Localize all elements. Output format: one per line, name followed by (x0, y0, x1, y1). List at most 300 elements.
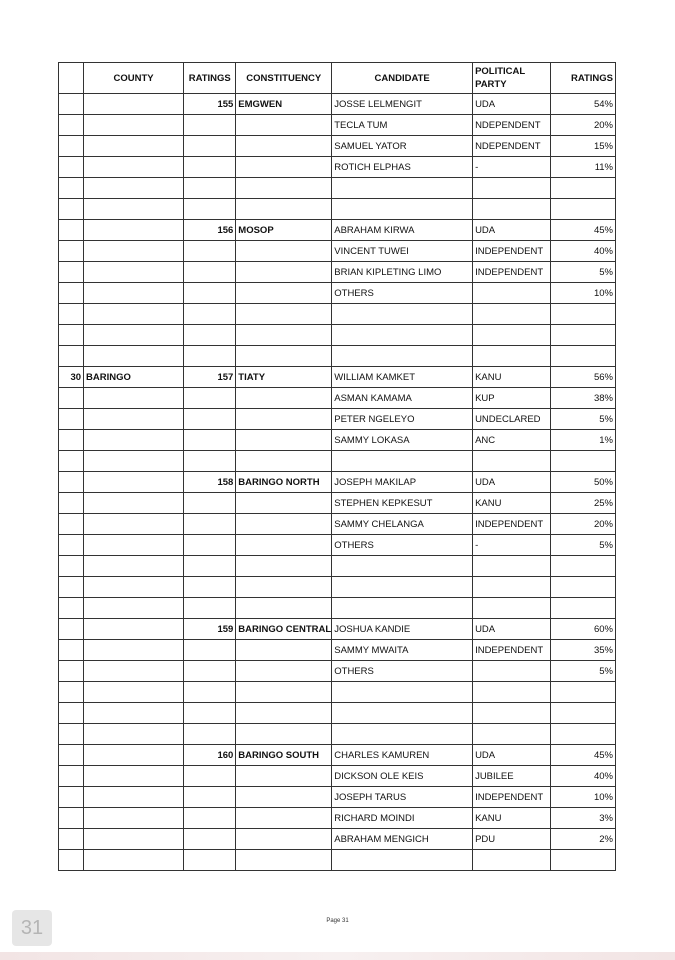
party-cell: UDA (473, 619, 551, 640)
county-number-cell (59, 703, 84, 724)
header-county: COUNTY (84, 63, 184, 94)
constituency-number-cell: 158 (184, 472, 236, 493)
table-row (59, 94, 616, 115)
constituency-cell (236, 451, 332, 472)
constituency-number-cell: 156 (184, 220, 236, 241)
party-cell: INDEPENDENT (473, 787, 551, 808)
county-number-cell (59, 724, 84, 745)
county-cell (84, 178, 184, 199)
constituency-cell (236, 493, 332, 514)
county-number-cell (59, 493, 84, 514)
county-cell (84, 262, 184, 283)
county-number-cell: 30 (59, 367, 84, 388)
page-number-badge: 31 (12, 910, 52, 946)
rating-cell (551, 451, 616, 472)
rating-cell (551, 199, 616, 220)
county-number-cell (59, 136, 84, 157)
candidate-cell: OTHERS (332, 283, 473, 304)
constituency-cell (236, 724, 332, 745)
constituency-number-cell (184, 598, 236, 619)
table-row (59, 682, 616, 703)
party-cell: JUBILEE (473, 766, 551, 787)
county-number-cell (59, 682, 84, 703)
party-cell (473, 304, 551, 325)
table-row (59, 199, 616, 220)
county-cell (84, 94, 184, 115)
county-cell (84, 157, 184, 178)
county-number-cell (59, 787, 84, 808)
table-row (59, 661, 616, 682)
header-ratings-percent: RATINGS (551, 63, 616, 94)
county-number-cell (59, 451, 84, 472)
party-cell (473, 850, 551, 871)
constituency-cell (236, 346, 332, 367)
rating-cell: 45% (551, 745, 616, 766)
county-number-cell (59, 241, 84, 262)
rating-cell: 35% (551, 640, 616, 661)
rating-cell: 38% (551, 388, 616, 409)
county-number-cell (59, 808, 84, 829)
constituency-cell (236, 535, 332, 556)
county-number-cell (59, 388, 84, 409)
table-row (59, 241, 616, 262)
rating-cell: 2% (551, 829, 616, 850)
constituency-number-cell (184, 829, 236, 850)
rating-cell (551, 598, 616, 619)
rating-cell: 60% (551, 619, 616, 640)
table-row (59, 787, 616, 808)
county-cell (84, 115, 184, 136)
party-cell: - (473, 157, 551, 178)
candidate-cell: RICHARD MOINDI (332, 808, 473, 829)
constituency-cell (236, 703, 332, 724)
constituency-number-cell (184, 325, 236, 346)
constituency-number-cell: 160 (184, 745, 236, 766)
constituency-number-cell (184, 724, 236, 745)
candidate-cell: CHARLES KAMUREN (332, 745, 473, 766)
constituency-cell (236, 262, 332, 283)
constituency-number-cell (184, 493, 236, 514)
party-cell: UNDECLARED (473, 409, 551, 430)
constituency-number-cell (184, 682, 236, 703)
party-cell: NDEPENDENT (473, 136, 551, 157)
constituency-number-cell (184, 283, 236, 304)
county-cell (84, 598, 184, 619)
constituency-number-cell (184, 766, 236, 787)
candidate-cell: SAMMY MWAITA (332, 640, 473, 661)
county-cell (84, 703, 184, 724)
header-political-party: POLITICAL PARTY (473, 63, 551, 94)
county-number-cell (59, 430, 84, 451)
party-cell: INDEPENDENT (473, 640, 551, 661)
constituency-cell (236, 829, 332, 850)
candidate-cell: JOSEPH MAKILAP (332, 472, 473, 493)
county-cell (84, 136, 184, 157)
table-row (59, 136, 616, 157)
constituency-cell (236, 430, 332, 451)
rating-cell: 5% (551, 409, 616, 430)
rating-cell: 5% (551, 262, 616, 283)
constituency-number-cell (184, 577, 236, 598)
constituency-cell (236, 640, 332, 661)
constituency-cell (236, 283, 332, 304)
rating-cell: 11% (551, 157, 616, 178)
party-cell: NDEPENDENT (473, 115, 551, 136)
rating-cell: 1% (551, 430, 616, 451)
header-index (59, 63, 84, 94)
table-row (59, 619, 616, 640)
rating-cell (551, 724, 616, 745)
rating-cell: 15% (551, 136, 616, 157)
constituency-cell (236, 766, 332, 787)
candidate-cell: JOSSE LELMENGIT (332, 94, 473, 115)
candidate-cell (332, 682, 473, 703)
county-cell (84, 850, 184, 871)
county-cell (84, 493, 184, 514)
constituency-number-cell (184, 388, 236, 409)
county-number-cell (59, 514, 84, 535)
county-number-cell (59, 94, 84, 115)
constituency-number-cell (184, 157, 236, 178)
party-cell (473, 325, 551, 346)
party-cell: UDA (473, 472, 551, 493)
candidate-cell: ABRAHAM MENGICH (332, 829, 473, 850)
table-row (59, 409, 616, 430)
constituency-number-cell: 157 (184, 367, 236, 388)
table-row (59, 346, 616, 367)
constituency-number-cell (184, 241, 236, 262)
constituency-cell (236, 514, 332, 535)
party-cell: ANC (473, 430, 551, 451)
county-number-cell (59, 556, 84, 577)
county-cell (84, 787, 184, 808)
county-cell (84, 451, 184, 472)
county-cell (84, 829, 184, 850)
party-cell: INDEPENDENT (473, 241, 551, 262)
candidate-cell: SAMMY LOKASA (332, 430, 473, 451)
table-row (59, 598, 616, 619)
candidate-cell (332, 703, 473, 724)
rating-cell: 45% (551, 220, 616, 241)
county-number-cell (59, 325, 84, 346)
constituency-number-cell (184, 304, 236, 325)
constituency-number-cell (184, 661, 236, 682)
party-cell (473, 346, 551, 367)
county-cell (84, 304, 184, 325)
county-cell (84, 388, 184, 409)
constituency-cell (236, 787, 332, 808)
header-ratings: RATINGS (184, 63, 236, 94)
county-cell (84, 682, 184, 703)
candidate-cell: SAMUEL YATOR (332, 136, 473, 157)
party-cell (473, 556, 551, 577)
table-row (59, 283, 616, 304)
candidate-cell: WILLIAM KAMKET (332, 367, 473, 388)
party-cell: KUP (473, 388, 551, 409)
table-row (59, 451, 616, 472)
candidate-cell: JOSEPH TARUS (332, 787, 473, 808)
county-number-cell (59, 283, 84, 304)
table-row (59, 472, 616, 493)
table-body (59, 94, 616, 871)
party-cell (473, 661, 551, 682)
constituency-cell (236, 304, 332, 325)
county-number-cell (59, 850, 84, 871)
constituency-cell (236, 325, 332, 346)
table-row (59, 703, 616, 724)
party-cell: PDU (473, 829, 551, 850)
rating-cell (551, 304, 616, 325)
candidate-cell: STEPHEN KEPKESUT (332, 493, 473, 514)
county-number-cell (59, 745, 84, 766)
constituency-number-cell (184, 136, 236, 157)
party-cell: UDA (473, 220, 551, 241)
party-cell: UDA (473, 94, 551, 115)
rating-cell (551, 703, 616, 724)
constituency-number-cell (184, 346, 236, 367)
rating-cell: 54% (551, 94, 616, 115)
candidate-cell (332, 304, 473, 325)
table-row (59, 367, 616, 388)
candidate-cell: ROTICH ELPHAS (332, 157, 473, 178)
rating-cell (551, 682, 616, 703)
constituency-cell: TIATY (236, 367, 332, 388)
party-cell: KANU (473, 808, 551, 829)
county-cell (84, 745, 184, 766)
candidate-cell: SAMMY CHELANGA (332, 514, 473, 535)
county-cell (84, 241, 184, 262)
candidate-cell (332, 577, 473, 598)
constituency-number-cell (184, 199, 236, 220)
county-cell (84, 220, 184, 241)
table-row (59, 850, 616, 871)
county-number-cell (59, 766, 84, 787)
rating-cell (551, 346, 616, 367)
rating-cell: 20% (551, 514, 616, 535)
candidate-cell (332, 850, 473, 871)
county-cell (84, 472, 184, 493)
constituency-cell (236, 682, 332, 703)
rating-cell (551, 178, 616, 199)
constituency-cell (236, 808, 332, 829)
table-row (59, 745, 616, 766)
candidate-cell: BRIAN KIPLETING LIMO (332, 262, 473, 283)
table-row (59, 556, 616, 577)
candidate-cell (332, 199, 473, 220)
table-row (59, 430, 616, 451)
table-row (59, 157, 616, 178)
constituency-cell (236, 178, 332, 199)
rating-cell: 50% (551, 472, 616, 493)
ratings-table (58, 62, 616, 871)
county-number-cell (59, 157, 84, 178)
constituency-cell (236, 577, 332, 598)
constituency-cell (236, 661, 332, 682)
party-cell (473, 724, 551, 745)
rating-cell: 56% (551, 367, 616, 388)
candidate-cell (332, 346, 473, 367)
candidate-cell (332, 556, 473, 577)
party-cell: KANU (473, 367, 551, 388)
county-number-cell (59, 178, 84, 199)
constituency-number-cell: 159 (184, 619, 236, 640)
county-cell (84, 661, 184, 682)
county-cell: BARINGO (84, 367, 184, 388)
party-cell (473, 451, 551, 472)
candidate-cell: PETER NGELEYO (332, 409, 473, 430)
constituency-cell: BARINGO NORTH (236, 472, 332, 493)
party-cell (473, 199, 551, 220)
county-number-cell (59, 409, 84, 430)
county-cell (84, 619, 184, 640)
table-row (59, 829, 616, 850)
party-cell: KANU (473, 493, 551, 514)
rating-cell: 25% (551, 493, 616, 514)
rating-cell: 10% (551, 283, 616, 304)
county-cell (84, 430, 184, 451)
party-cell (473, 283, 551, 304)
county-cell (84, 283, 184, 304)
table-row (59, 220, 616, 241)
rating-cell: 10% (551, 787, 616, 808)
constituency-number-cell (184, 703, 236, 724)
county-cell (84, 199, 184, 220)
party-cell (473, 703, 551, 724)
rating-cell: 20% (551, 115, 616, 136)
table-row (59, 304, 616, 325)
county-cell (84, 409, 184, 430)
county-cell (84, 535, 184, 556)
table-row (59, 577, 616, 598)
county-cell (84, 577, 184, 598)
county-number-cell (59, 598, 84, 619)
candidate-cell: VINCENT TUWEI (332, 241, 473, 262)
candidate-cell (332, 325, 473, 346)
county-cell (84, 724, 184, 745)
party-cell (473, 682, 551, 703)
constituency-cell (236, 136, 332, 157)
rating-cell: 40% (551, 241, 616, 262)
constituency-cell (236, 241, 332, 262)
candidate-cell: TECLA TUM (332, 115, 473, 136)
rating-cell (551, 850, 616, 871)
rating-cell (551, 577, 616, 598)
county-number-cell (59, 829, 84, 850)
constituency-number-cell (184, 178, 236, 199)
table-row (59, 178, 616, 199)
bottom-edge-strip (0, 952, 675, 960)
party-cell: INDEPENDENT (473, 262, 551, 283)
party-cell: - (473, 535, 551, 556)
constituency-cell (236, 409, 332, 430)
header-row (59, 63, 616, 94)
constituency-number-cell (184, 262, 236, 283)
county-cell (84, 325, 184, 346)
county-cell (84, 556, 184, 577)
table-row (59, 325, 616, 346)
constituency-number-cell (184, 556, 236, 577)
table-row (59, 724, 616, 745)
rating-cell (551, 325, 616, 346)
table-row (59, 115, 616, 136)
county-number-cell (59, 220, 84, 241)
header-constituency: CONSTITUENCY (236, 63, 332, 94)
county-cell (84, 640, 184, 661)
table-row (59, 640, 616, 661)
table-row (59, 493, 616, 514)
county-number-cell (59, 619, 84, 640)
constituency-cell (236, 556, 332, 577)
candidate-cell: JOSHUA KANDIE (332, 619, 473, 640)
constituency-cell: EMGWEN (236, 94, 332, 115)
table-row (59, 766, 616, 787)
table-row (59, 514, 616, 535)
county-number-cell (59, 199, 84, 220)
constituency-number-cell (184, 787, 236, 808)
rating-cell: 5% (551, 661, 616, 682)
candidate-cell (332, 178, 473, 199)
table-row (59, 388, 616, 409)
candidate-cell (332, 598, 473, 619)
candidate-cell (332, 724, 473, 745)
constituency-number-cell (184, 535, 236, 556)
party-cell: INDEPENDENT (473, 514, 551, 535)
county-number-cell (59, 535, 84, 556)
county-cell (84, 514, 184, 535)
candidate-cell (332, 451, 473, 472)
rating-cell: 40% (551, 766, 616, 787)
table-row (59, 535, 616, 556)
constituency-number-cell (184, 409, 236, 430)
candidate-cell: ABRAHAM KIRWA (332, 220, 473, 241)
county-number-cell (59, 262, 84, 283)
county-cell (84, 346, 184, 367)
county-number-cell (59, 661, 84, 682)
constituency-cell (236, 850, 332, 871)
candidate-cell: ASMAN KAMAMA (332, 388, 473, 409)
party-cell (473, 577, 551, 598)
party-cell: UDA (473, 745, 551, 766)
constituency-number-cell (184, 451, 236, 472)
county-cell (84, 808, 184, 829)
constituency-cell (236, 598, 332, 619)
constituency-number-cell (184, 430, 236, 451)
party-cell (473, 178, 551, 199)
constituency-number-cell (184, 514, 236, 535)
county-cell (84, 766, 184, 787)
constituency-cell (236, 199, 332, 220)
constituency-cell: BARINGO CENTRAL (236, 619, 332, 640)
rating-cell (551, 556, 616, 577)
county-number-cell (59, 115, 84, 136)
table-row (59, 262, 616, 283)
header-candidate: CANDIDATE (332, 63, 473, 94)
rating-cell: 5% (551, 535, 616, 556)
candidate-cell: OTHERS (332, 535, 473, 556)
constituency-number-cell (184, 808, 236, 829)
constituency-number-cell: 155 (184, 94, 236, 115)
constituency-number-cell (184, 115, 236, 136)
party-cell (473, 598, 551, 619)
constituency-cell (236, 388, 332, 409)
page-footer: Page 31 (326, 918, 349, 924)
constituency-number-cell (184, 640, 236, 661)
county-number-cell (59, 577, 84, 598)
county-number-cell (59, 640, 84, 661)
county-number-cell (59, 304, 84, 325)
constituency-cell: MOSOP (236, 220, 332, 241)
candidate-cell: DICKSON OLE KEIS (332, 766, 473, 787)
